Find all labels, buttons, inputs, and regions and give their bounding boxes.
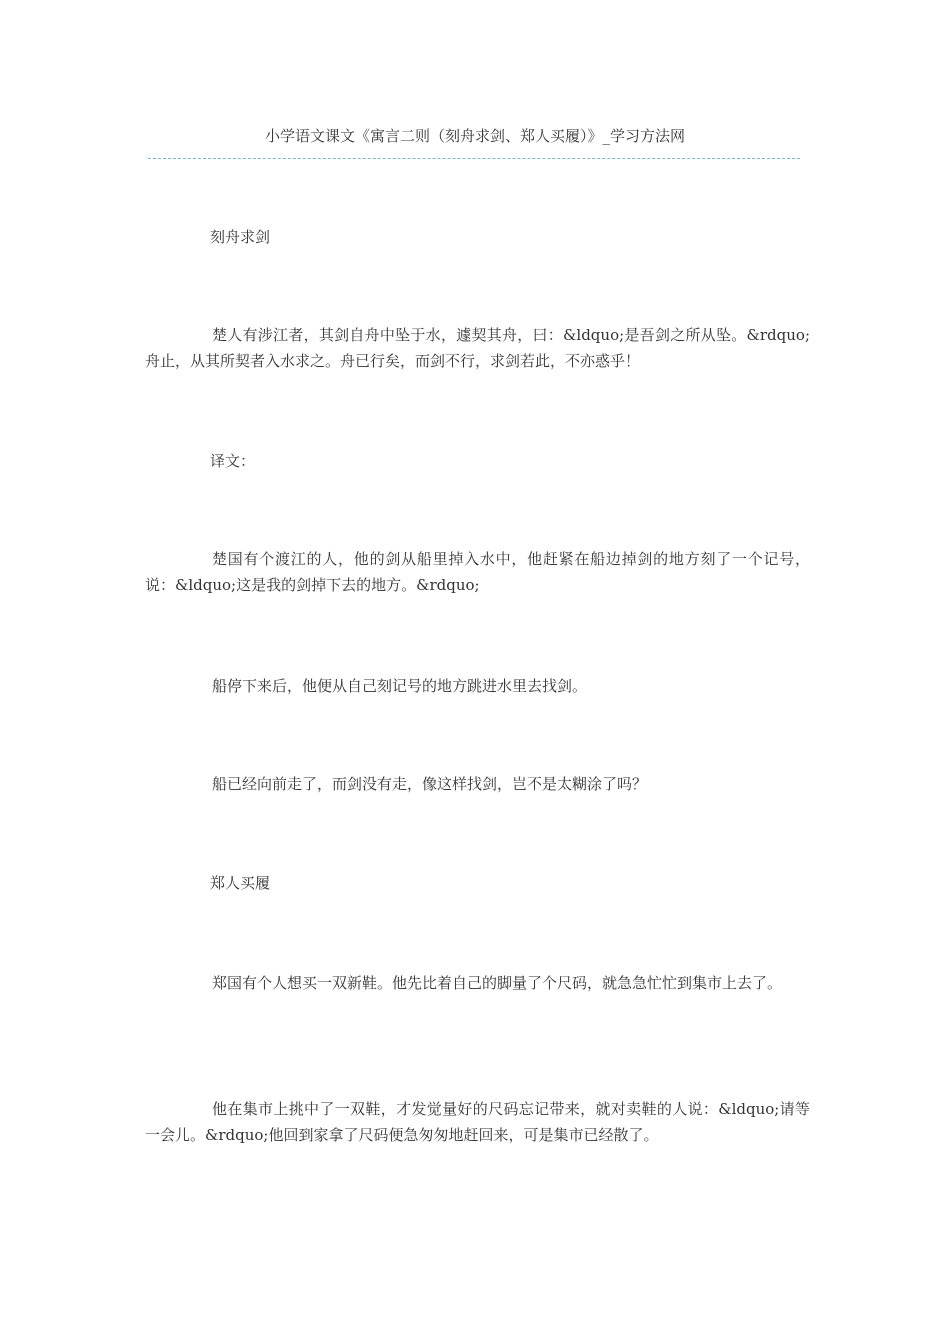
paragraph-translation-2 <box>145 673 810 699</box>
section-heading-translation: 译文： <box>210 452 256 470</box>
section-heading-kezhouqiujian: 刻舟求剑 <box>210 228 271 246</box>
header-divider <box>148 158 800 159</box>
paragraph-story-2-1 <box>145 970 810 996</box>
paragraph-text: 船停下来后，他便从自己刻记号的地方跳进水里去找剑。 <box>212 677 588 695</box>
paragraph-text: 郑国有个人想买一双新鞋。他先比着自己的脚量了个尺码，就急急忙忙到集市上去了。 <box>212 974 783 992</box>
paragraph-story-2-2 <box>145 1096 810 1148</box>
document-header-title: 小学语文课文《寓言二则（刻舟求剑、郑人买履）》_学习方法网 <box>264 127 685 145</box>
paragraph-text: 他在集市上挑中了一双鞋，才发觉量好的尺码忘记带来，就对卖鞋的人说：&ldquo;请等一会儿。&rdquo;他回到家拿了尺码便急匆匆地赶回来，可是集市已经散了。 <box>145 1100 810 1144</box>
paragraph-text: 楚国有个渡江的人，他的剑从船里掉入水中，他赶紧在船边掉剑的地方刻了一个记号，说：&ldquo;这是我的剑掉下去的地方。&rdquo; <box>145 550 810 594</box>
paragraph-text: 船已经向前走了，而剑没有走，像这样找剑，岂不是太糊涂了吗？ <box>212 775 648 793</box>
paragraph-text: 楚人有涉江者，其剑自舟中坠于水，遽契其舟，曰：&ldquo;是吾剑之所从坠。&rdquo;舟止，从其所契者入水求之。舟已行矣，而剑不行，求剑若此，不亦惑乎！ <box>145 326 810 370</box>
paragraph-original-text-1 <box>145 322 810 374</box>
section-heading-zhengrenmailu: 郑人买履 <box>210 874 271 892</box>
paragraph-translation-1 <box>145 546 810 598</box>
paragraph-translation-3 <box>145 771 810 797</box>
